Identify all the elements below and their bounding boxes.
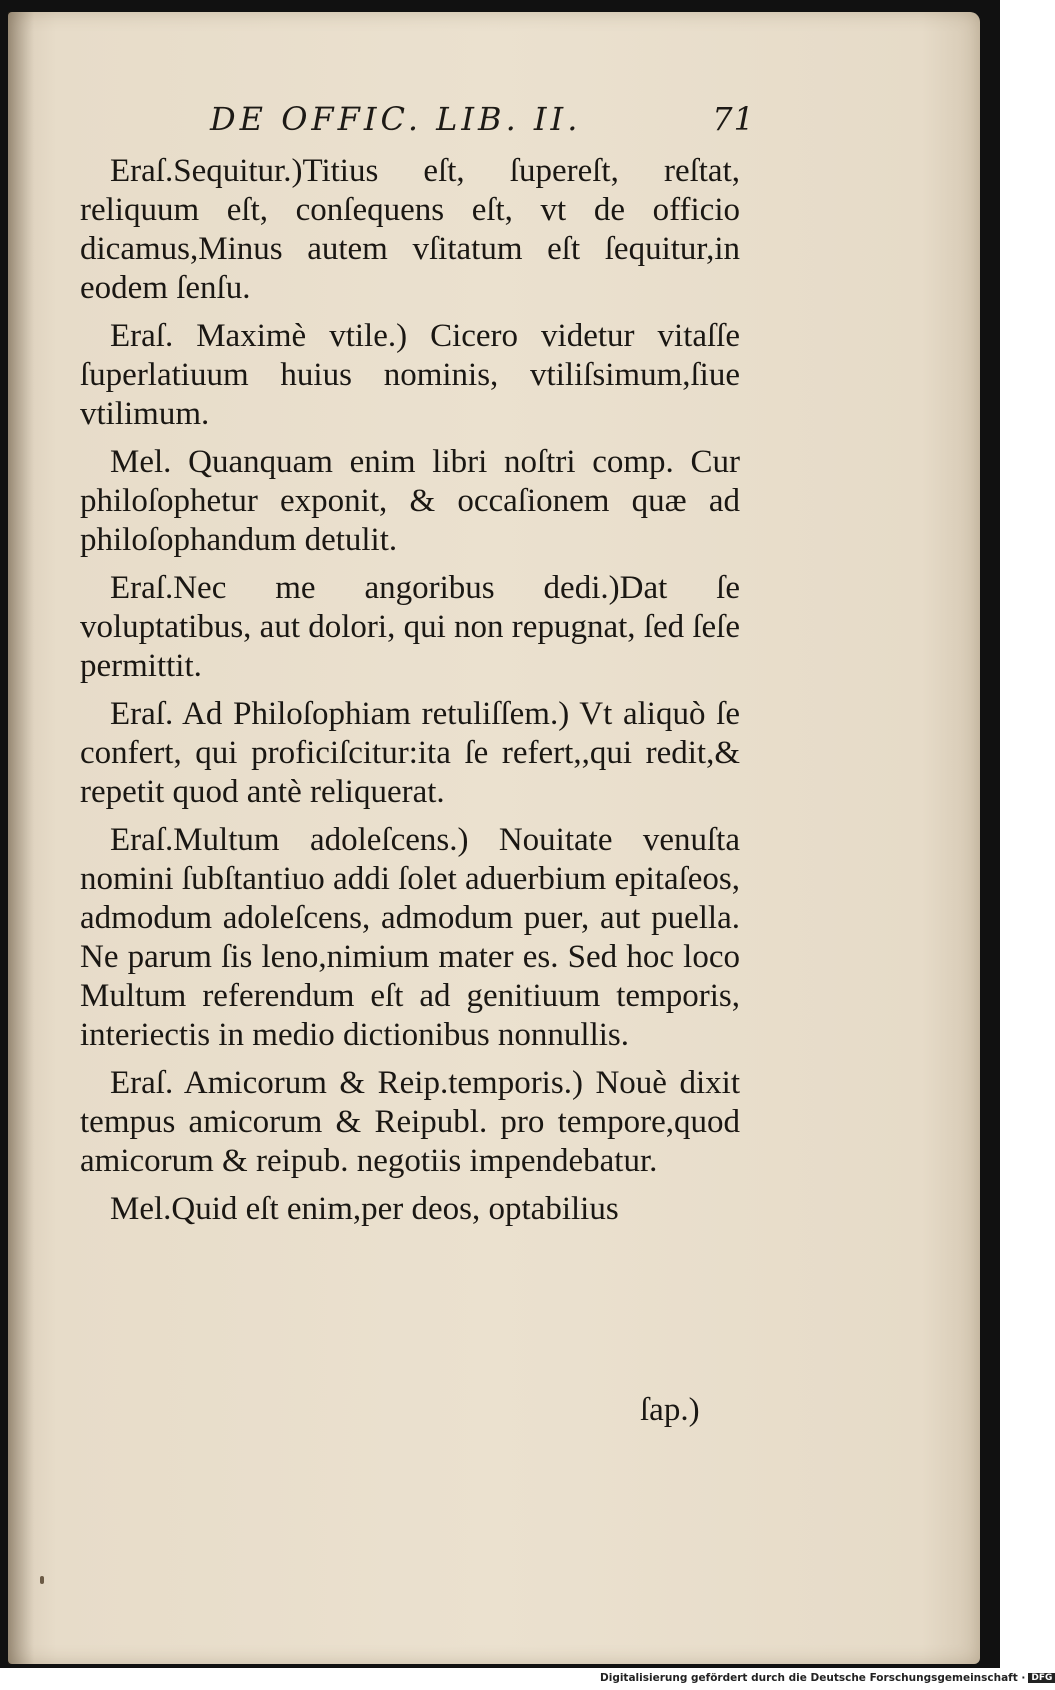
paragraph: Eraſ.Multum adoleſcens.) Nouitate venuſta nomini ſubſtantiuo addi ſolet aduerbium epitaſeos, admodum adoleſcens, admodum puer, aut puella. Ne parum ſis leno,nimium mater es. Sed hoc loco Multum referendum eſt ad genitiuum temporis, interiectis in medio dictionibus nonnullis. [80,822,740,1053]
running-title: DE OFFIC. LIB. II. [210,100,582,138]
catchword: ſap.) [640,1392,700,1428]
paragraph: Eraſ.Nec me angoribus dedi.)Dat ſe voluptatibus, aut dolori, qui non repugnat, ſed ſeſe permittit. [80,570,740,684]
spine-shadow [8,12,34,1664]
credit-text: Digitalisierung gefördert durch die Deutsche Forschungsgemeinschaft · [600,1672,1026,1684]
digitization-credit [600,1672,1053,1688]
paragraph: Eraſ. Amicorum & Reip.temporis.) Nouè dixit tempus amicorum & Reipubl. pro tempore,quod amicorum & reipub. negotiis impendebatur. [80,1065,740,1179]
paragraph: Eraſ. Maximè vtile.) Cicero videtur vitaſſe ſuperlatiuum huius nominis, vtiliſsimum,ſiue vtilimum. [80,318,740,432]
paragraph: Mel.Quid eſt enim,per deos, optabilius [110,1191,619,1227]
dfg-logo: DFG [1028,1673,1055,1683]
paragraph: Mel. Quanquam enim libri noſtri comp. Cur philoſophetur exponit, & occaſionem quæ ad philoſophandum detulit. [80,444,740,558]
ink-speck [40,1576,44,1584]
running-header [210,92,755,148]
body-text [80,152,740,1238]
paragraph: Eraſ.Sequitur.)Titius eſt, ſupereſt, reſtat, reliquum eſt, conſequens eſt, vt de officio dicamus,Minus autem vſitatum eſt ſequitur,in eodem ſenſu. [80,153,740,306]
paragraph: Eraſ. Ad Philoſophiam retuliſſem.) Vt aliquò ſe confert, qui proficiſcitur:ita ſe refert,,qui redit,& repetit quod antè reliquerat. [80,696,740,810]
page-number: 71 [712,100,755,138]
